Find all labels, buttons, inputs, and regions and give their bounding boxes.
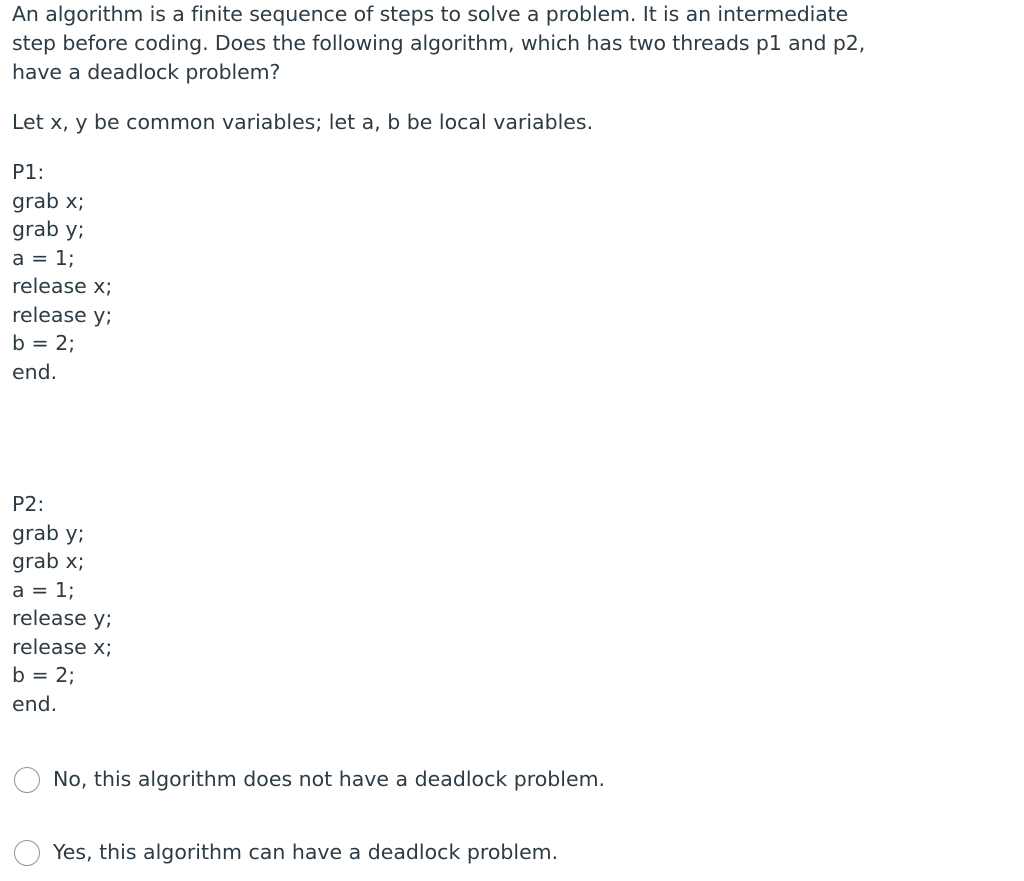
variables-note: Let x, y be common variables; let a, b be local variables. (12, 110, 594, 134)
prompt-line: step before coding. Does the following algorithm, which has two threads p1 and p2, (12, 31, 866, 55)
code-line: end. (12, 359, 58, 384)
code-line: grab y; (12, 217, 85, 241)
code-line: release y; (12, 302, 113, 327)
code-line: release x; (12, 274, 113, 298)
code-line: grab x; (12, 549, 85, 573)
thread-p1-label: P1: (12, 160, 45, 184)
code-line: end. (12, 691, 58, 716)
code-line: grab y; (12, 520, 85, 545)
answer-label[interactable]: Yes, this algorithm can have a deadlock problem. (53, 840, 559, 864)
code-line: a = 1; (12, 577, 75, 602)
question-container (12, 0, 1002, 716)
code-line: b = 2; (12, 663, 76, 687)
radio-button[interactable] (14, 840, 40, 866)
code-line: release x; (12, 634, 113, 659)
code-line: b = 2; (12, 331, 76, 355)
thread-p2-code (12, 490, 112, 718)
answer-option-no[interactable] (14, 765, 605, 794)
answer-option-yes[interactable] (14, 838, 558, 867)
code-line: grab x; (12, 188, 85, 213)
code-line: release y; (12, 606, 113, 630)
thread-p2-label: P2: (12, 492, 45, 516)
answer-label[interactable]: No, this algorithm does not have a deadlock problem. (53, 767, 606, 791)
prompt-line: An algorithm is a finite sequence of steps to solve a problem. It is an intermediate (12, 2, 849, 26)
code-line: a = 1; (12, 245, 75, 270)
radio-button[interactable] (14, 767, 40, 793)
prompt-line: have a deadlock problem? (12, 60, 281, 84)
thread-p1-code (12, 158, 112, 386)
question-prompt (12, 0, 1002, 87)
